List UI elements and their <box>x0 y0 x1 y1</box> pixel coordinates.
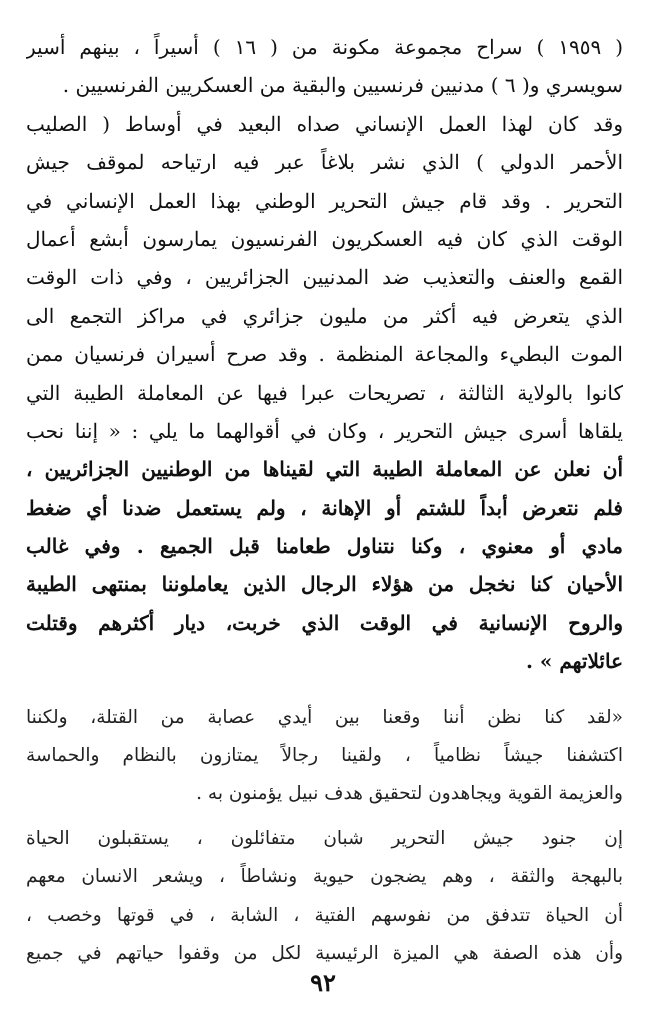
text-line: بالبهجة والثقة ، وهم يضجون حيوية ونشاطاً ، ويشعر الانسان معهم <box>26 866 623 888</box>
text-line: والروح الإنسانية في الوقت الذي خربت، ديار أكثرهم وقتلت <box>26 610 623 635</box>
paragraph <box>26 28 623 681</box>
text-line: ( ١٩٥٩ ) سراح مجموعة مكونة من ( ١٦ ) أسيراً ، بينهم أسير <box>26 35 623 59</box>
text-line: كانوا بالولاية الثالثة ، تصريحات عبرا فيها عن المعاملة الطيبة التي <box>26 380 623 405</box>
text-line: الموت البطيء والمجاعة المنظمة . وقد صرح أسيران فرنسيان ممن <box>26 342 623 367</box>
text-line: اكتشفنا جيشاً نظامياً ، ولقينا رجالاً يمتازون بالنظام والحماسة <box>26 745 623 767</box>
text-column <box>26 28 623 973</box>
text-line: عائلاتهم » . <box>525 649 623 674</box>
text-line: الأحمر الدولي ) الذي نشر بلاغاً عبر فيه ارتياحه لموقف جيش <box>26 150 623 175</box>
text-line: «لقد كنا نظن أننا وقعنا بين أيدي عصابة من القتلة، ولكننا <box>26 706 623 728</box>
text-line: وقد كان لهذا العمل الإنساني صداه البعيد في أوساط ( الصليب <box>26 111 623 136</box>
text-line: أن الحياة تتدفق من نفوسهم الفتية ، الشابة ، في قوتها وخصب ، <box>26 904 623 926</box>
text-line: وأن هذه الصفة هي الميزة الرئيسية لكل من وقفوا حياتهم في جميع <box>26 942 623 964</box>
paragraph <box>26 820 623 974</box>
text-line: مادي أو معنوي ، وكنا نتناول طعامنا قبل الجميع . وفي غالب <box>26 534 623 559</box>
page-body <box>26 28 623 973</box>
text-line: يلقاها أسرى جيش التحرير ، وكان في أقوالهما ما يلي : « إننا نحب <box>26 418 623 443</box>
text-line: التحرير . وقد قام جيش التحرير الوطني بهذا العمل الإنساني في <box>26 188 623 213</box>
text-line: فلم نتعرض أبداً للشتم أو الإهانة ، ولم يستعمل ضدنا أي ضغط <box>26 495 623 520</box>
paragraph <box>26 699 623 814</box>
text-line: الوقت الذي كان فيه العسكريون الفرنسيون يمارسون أبشع أعمال <box>26 226 623 251</box>
text-line: الذي يتعرض فيه أكثر من مليون جزائري في مراكز التجمع الى <box>26 303 623 328</box>
text-line: سويسري و( ٦ ) مدنيين فرنسيين والبقية من العسكريين الفرنسيين . <box>62 73 623 98</box>
text-line: القمع والعنف والتعذيب ضد المدنيين الجزائريين ، وفي ذات الوقت <box>26 265 623 290</box>
text-line: أن نعلن عن المعاملة الطيبة التي لقيناها من الوطنيين الجزائريين ، <box>26 457 623 482</box>
page-number: ٩٢ <box>310 968 336 997</box>
text-line: إن جنود جيش التحرير شبان متفائلون ، يستقبلون الحياة <box>26 827 623 849</box>
text-line: الأحيان كنا نخجل من هؤلاء الرجال الذين يعاملوننا بمنتهى الطيبة <box>26 572 623 597</box>
text-line: والعزيمة القوية ويجاهدون لتحقيق هدف نبيل يؤمنون به . <box>196 783 623 805</box>
